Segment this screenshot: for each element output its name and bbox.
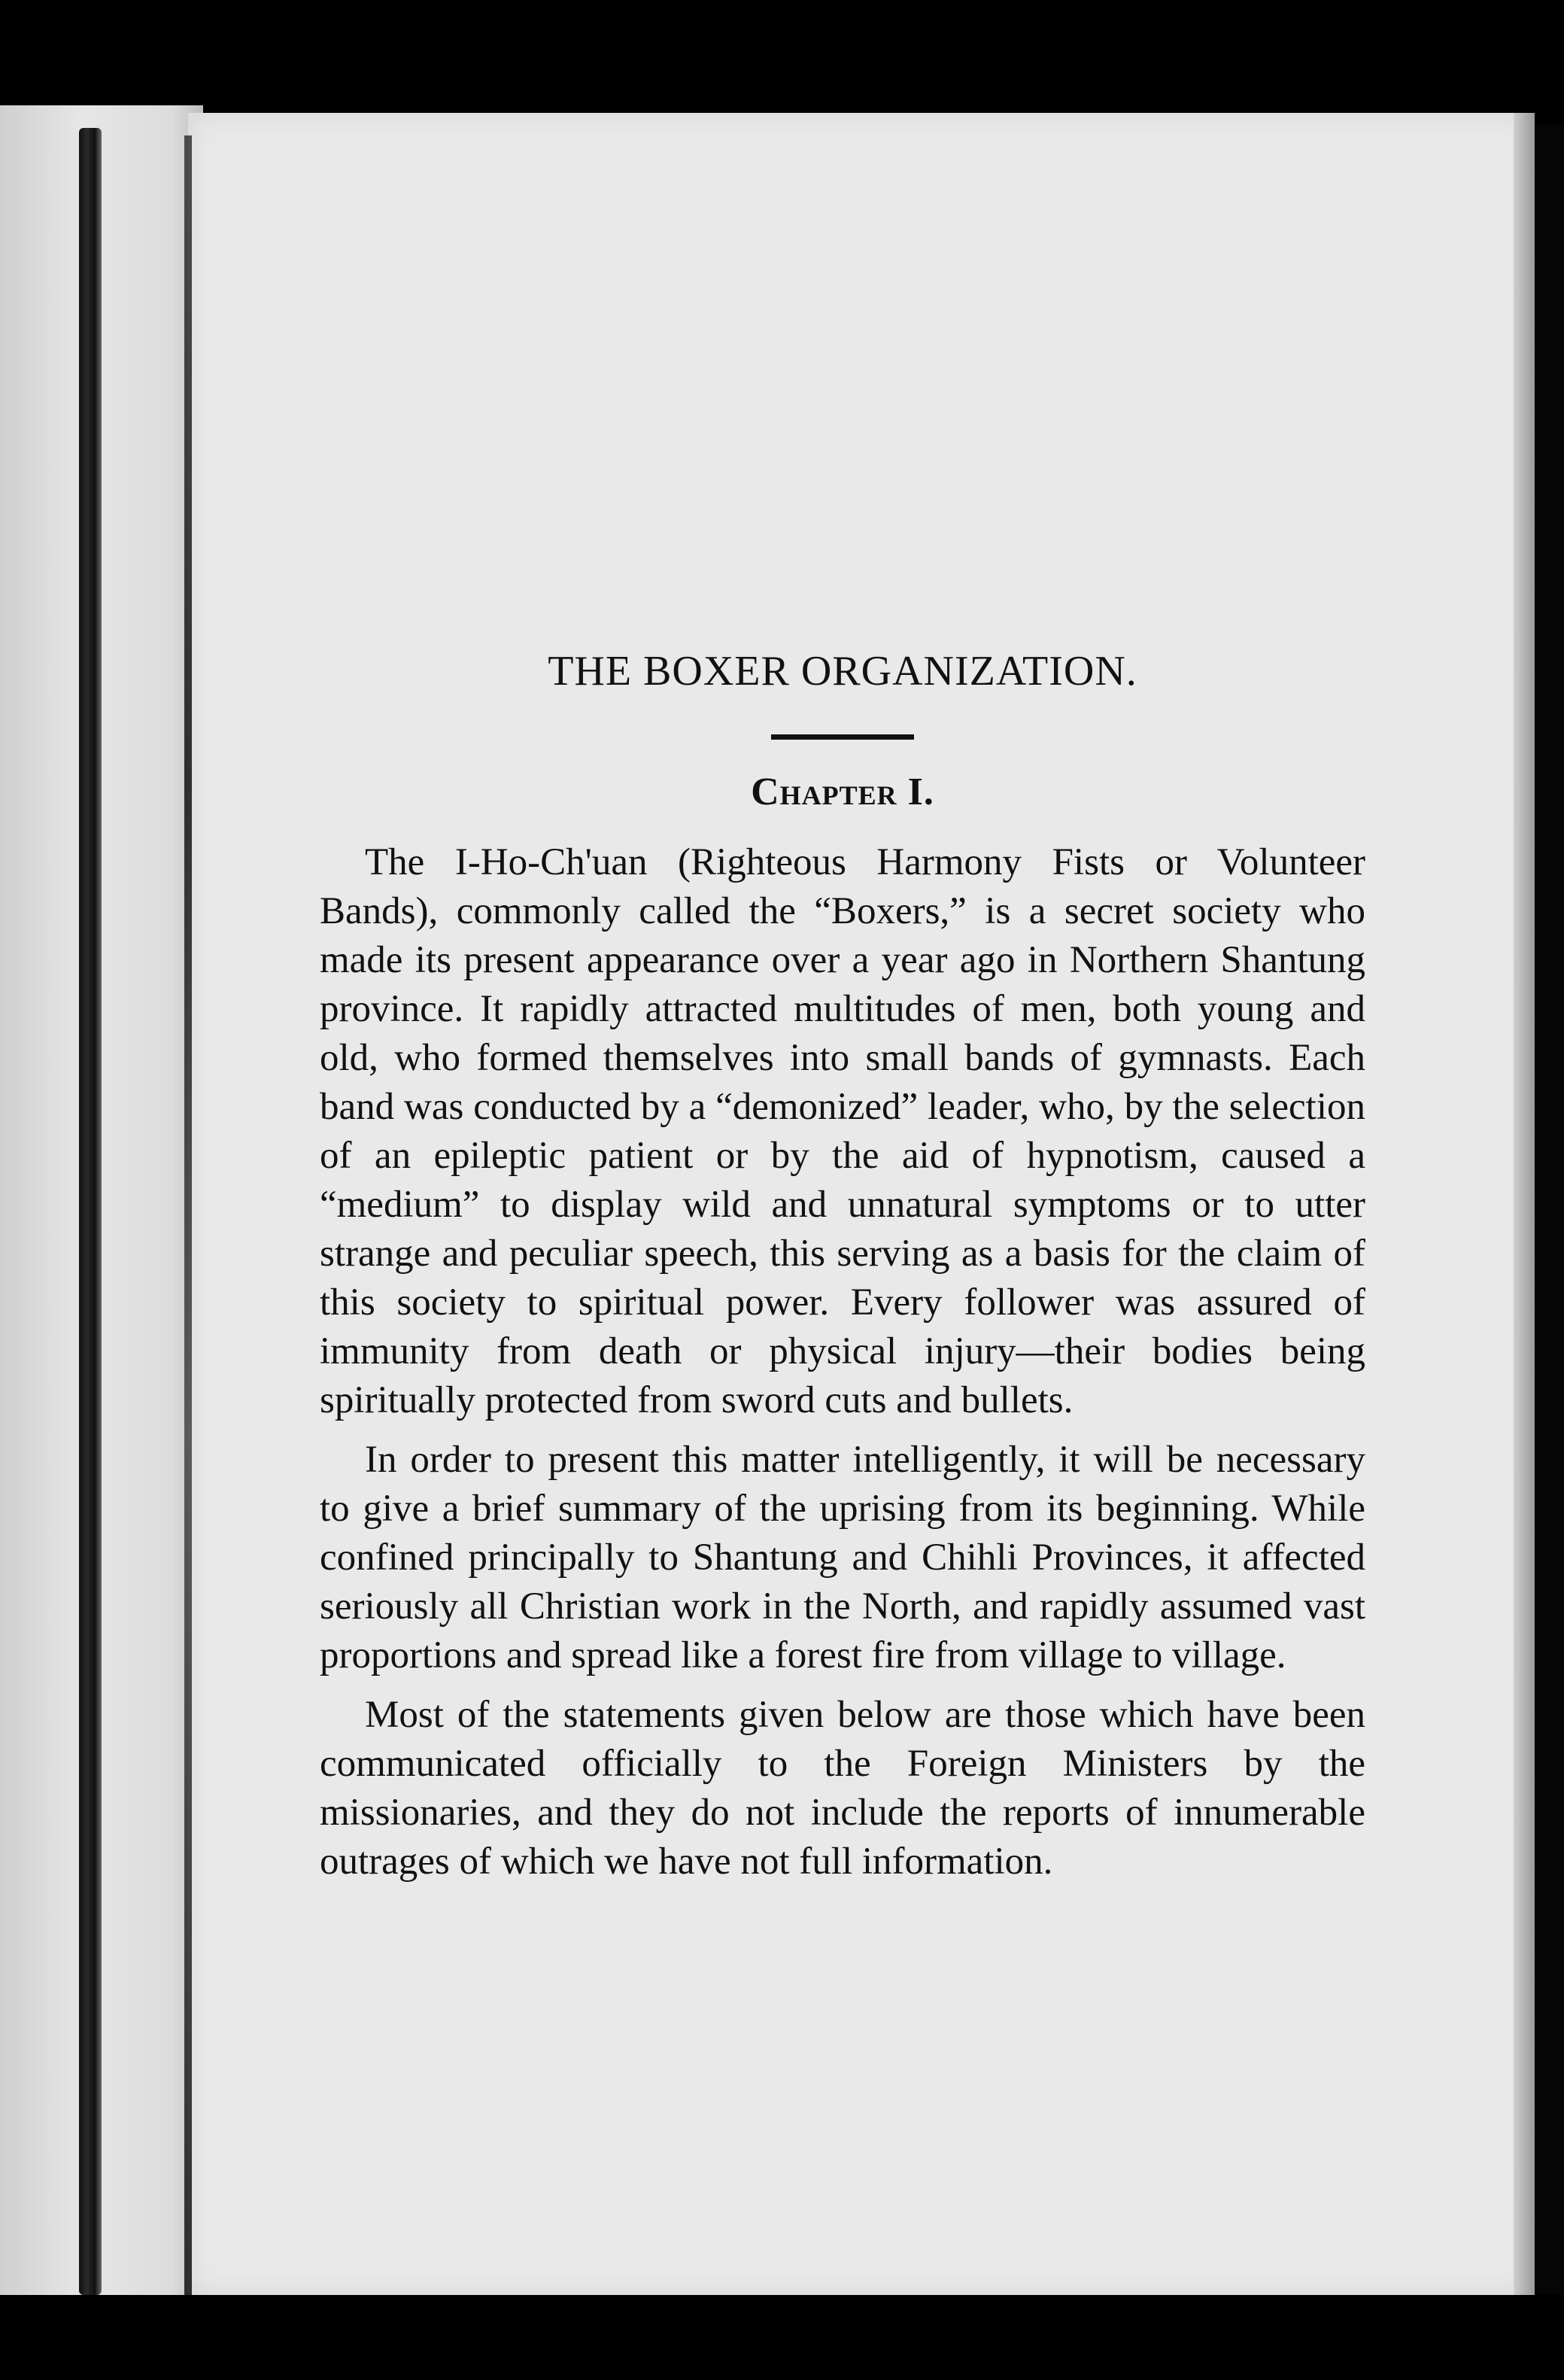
paragraph-1: The I-Ho-Ch'uan (Righteous Harmony Fists or Volunteer Bands), commonly called the “Boxers,” is a secret society who made its present appearance over a year ago in Northern Shantung province. It rapidly attracted multitudes of men, both young and old, who formed themselves into small bands of gymnasts. Each band was conducted by a “demonized” leader, who, by the selection of an epileptic patient or by the aid of hypnotism, caused a “medium” to display wild and unnatural symptoms or to utter strange and peculiar speech, this serving as a basis for the claim of this society to spiritual power. Every follower was assured of immunity from death or physical injury—their bodies being spiritually protected from sword cuts and bullets.	[320, 841, 1365, 1421]
page-edge	[1514, 113, 1535, 2295]
scan-bottom-border	[0, 2295, 1564, 2380]
chapter-heading: Chapter I.	[751, 771, 934, 813]
paragraph-2: In order to present this matter intelligently, it will be necessary to give a brief summary of the uprising from its beginning. While confined principally to Shantung and Chihli Provinces, it affected seriously all Christian work in the North, and rapidly assumed vast proportions and spread like a forest fire from village to village.	[320, 1439, 1365, 1676]
facing-page-strip	[0, 105, 203, 2318]
page-binding-shadow	[184, 135, 192, 2295]
page-content	[320, 647, 1365, 1897]
book-gutter	[79, 128, 102, 2295]
paragraph-3: Most of the statements given below are those which have been communicated officially to the Foreign Ministers by the missionaries, and they do not include the reports of innumerable outrages of which we have not full information.	[320, 1694, 1365, 1883]
scan-top-border	[0, 0, 1564, 124]
page-title: THE BOXER ORGANIZATION.	[548, 648, 1137, 695]
title-rule	[771, 734, 914, 740]
